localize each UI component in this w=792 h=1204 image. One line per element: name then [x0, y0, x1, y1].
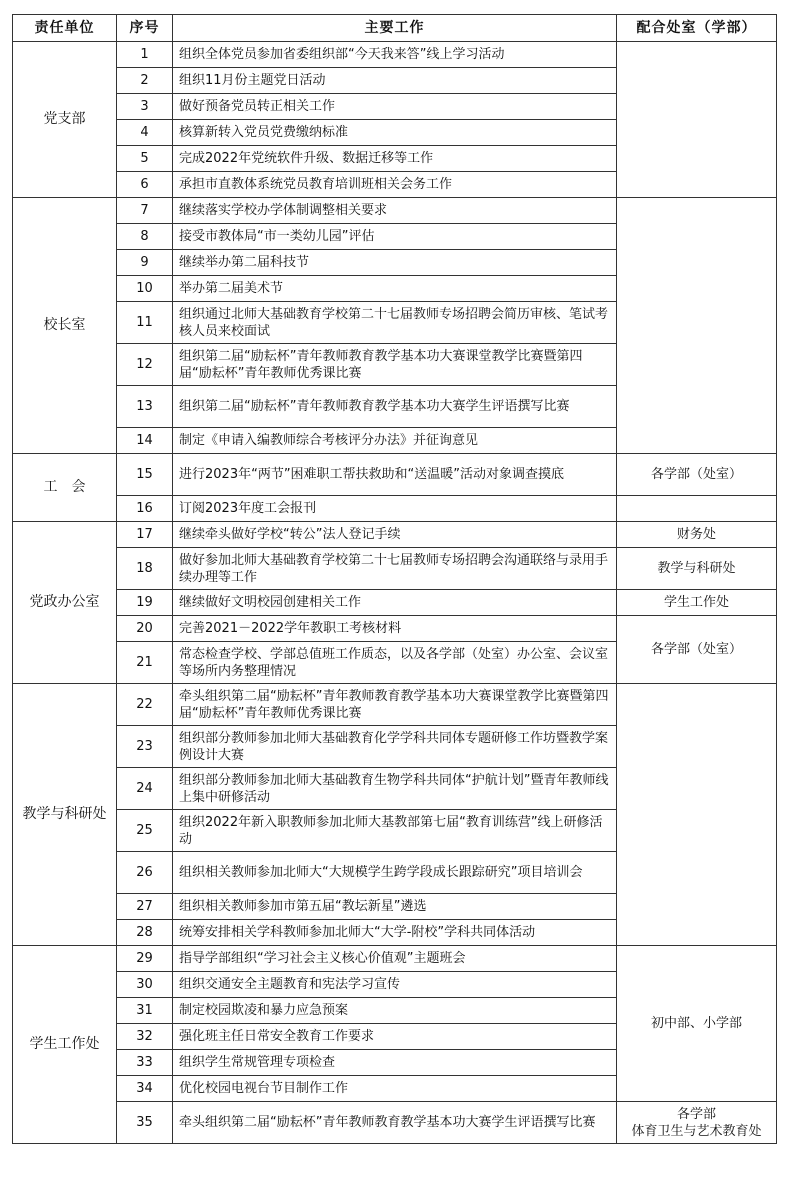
main-work-cell: 制定《申请入编教师综合考核评分办法》并征询意见: [173, 428, 617, 454]
main-work-cell: 组织第二届“励耘杯”青年教师教育教学基本功大赛学生评语撰写比赛: [173, 386, 617, 428]
row-number-cell: 3: [117, 94, 173, 120]
work-plan-table: [12, 14, 777, 1144]
main-work-cell: 组织交通安全主题教育和宪法学习宣传: [173, 972, 617, 998]
main-work-cell: 做好预备党员转正相关工作: [173, 94, 617, 120]
main-work-cell: 组织相关教师参加市第五届“教坛新星”遴选: [173, 894, 617, 920]
row-number-cell: 16: [117, 496, 173, 522]
row-number-cell: 12: [117, 344, 173, 386]
coop-department-line: 各学部: [676, 1106, 716, 1122]
row-number-cell: 9: [117, 250, 173, 276]
responsible-unit-cell: 教学与科研处: [13, 684, 117, 946]
coop-department-cell: [617, 684, 777, 946]
main-work-cell: 继续做好文明校园创建相关工作: [173, 590, 617, 616]
row-number-cell: 14: [117, 428, 173, 454]
coop-department-line: 学生工作处: [663, 595, 729, 610]
table-row: [13, 496, 777, 522]
header-no: 序号: [117, 15, 173, 42]
responsible-unit-cell: 党政办公室: [13, 522, 117, 684]
row-number-cell: 27: [117, 894, 173, 920]
main-work-cell: 组织学生常规管理专项检查: [173, 1050, 617, 1076]
row-number-cell: 5: [117, 146, 173, 172]
main-work-cell: 做好参加北师大基础教育学校第二十七届教师专场招聘会沟通联络与录用手续办理等工作: [173, 548, 617, 590]
table-row: [13, 616, 777, 642]
table-row: [13, 590, 777, 616]
row-number-cell: 19: [117, 590, 173, 616]
table-row: [13, 454, 777, 496]
row-number-cell: 18: [117, 548, 173, 590]
coop-department-cell: [617, 454, 777, 496]
main-work-cell: 完善2021－2022学年教职工考核材料: [173, 616, 617, 642]
coop-department-line: 教学与科研处: [657, 561, 736, 576]
coop-department-line: 初中部、小学部: [650, 1016, 742, 1031]
row-number-cell: 11: [117, 302, 173, 344]
coop-department-cell: [617, 496, 777, 522]
coop-department-line: 体育卫生与艺术教育处: [631, 1123, 762, 1139]
main-work-cell: 继续牵头做好学校“转公”法人登记手续: [173, 522, 617, 548]
main-work-cell: 组织2022年新入职教师参加北师大基教部第七届“教育训练营”线上研修活动: [173, 810, 617, 852]
main-work-cell: 优化校园电视台节目制作工作: [173, 1076, 617, 1102]
row-number-cell: 10: [117, 276, 173, 302]
main-work-cell: 制定校园欺凌和暴力应急预案: [173, 998, 617, 1024]
row-number-cell: 25: [117, 810, 173, 852]
table-row: [13, 548, 777, 590]
main-work-cell: 常态检查学校、学部总值班工作质态，以及各学部（处室）办公室、会议室等场所内务整理情况: [173, 642, 617, 684]
table-row: [13, 1102, 777, 1144]
main-work-cell: 承担市直教体系统党员教育培训班相关会务工作: [173, 172, 617, 198]
main-work-cell: 继续落实学校办学体制调整相关要求: [173, 198, 617, 224]
coop-department-cell: [617, 198, 777, 454]
table-row: [13, 42, 777, 68]
main-work-cell: 组织第二届“励耘杯”青年教师教育教学基本功大赛课堂教学比赛暨第四届“励耘杯”青年教师优秀课比赛: [173, 344, 617, 386]
row-number-cell: 24: [117, 768, 173, 810]
coop-department-line: 各学部（处室）: [650, 642, 742, 657]
table-header: [13, 15, 777, 42]
main-work-cell: 组织部分教师参加北师大基础教育化学学科共同体专题研修工作坊暨教学案例设计大赛: [173, 726, 617, 768]
row-number-cell: 15: [117, 454, 173, 496]
table-row: [13, 946, 777, 972]
main-work-cell: 组织通过北师大基础教育学校第二十七届教师专场招聘会简历审核、笔试考核人员来校面试: [173, 302, 617, 344]
main-work-cell: 牵头组织第二届“励耘杯”青年教师教育教学基本功大赛学生评语撰写比赛: [173, 1102, 617, 1144]
header-unit: 责任单位: [13, 15, 117, 42]
main-work-cell: 组织11月份主题党日活动: [173, 68, 617, 94]
main-work-cell: 继续举办第二届科技节: [173, 250, 617, 276]
coop-department-line: 财务处: [676, 527, 716, 542]
responsible-unit-cell: 学生工作处: [13, 946, 117, 1144]
main-work-cell: 组织全体党员参加省委组织部“今天我来答”线上学习活动: [173, 42, 617, 68]
main-work-cell: 核算新转入党员党费缴纳标准: [173, 120, 617, 146]
row-number-cell: 21: [117, 642, 173, 684]
main-work-cell: 指导学部组织“学习社会主义核心价值观”主题班会: [173, 946, 617, 972]
coop-department-cell: [617, 616, 777, 684]
row-number-cell: 31: [117, 998, 173, 1024]
main-work-cell: 完成2022年党统软件升级、数据迁移等工作: [173, 146, 617, 172]
row-number-cell: 2: [117, 68, 173, 94]
row-number-cell: 13: [117, 386, 173, 428]
table-row: [13, 684, 777, 726]
main-work-cell: 接受市教体局“市一类幼儿园”评估: [173, 224, 617, 250]
coop-department-cell: [617, 590, 777, 616]
responsible-unit-cell: 党支部: [13, 42, 117, 198]
coop-department-cell: [617, 1102, 777, 1144]
row-number-cell: 17: [117, 522, 173, 548]
main-work-cell: 统筹安排相关学科教师参加北师大“大学-附校”学科共同体活动: [173, 920, 617, 946]
responsible-unit-cell: 校长室: [13, 198, 117, 454]
main-work-cell: 订阅2023年度工会报刊: [173, 496, 617, 522]
main-work-cell: 组织相关教师参加北师大“大规模学生跨学段成长跟踪研究”项目培训会: [173, 852, 617, 894]
table-row: [13, 522, 777, 548]
main-work-cell: 进行2023年“两节”困难职工帮扶救助和“送温暖”活动对象调查摸底: [173, 454, 617, 496]
main-work-cell: 牵头组织第二届“励耘杯”青年教师教育教学基本功大赛课堂教学比赛暨第四届“励耘杯”青年教师优秀课比赛: [173, 684, 617, 726]
coop-department-line: 各学部（处室）: [650, 467, 742, 482]
row-number-cell: 35: [117, 1102, 173, 1144]
row-number-cell: 8: [117, 224, 173, 250]
main-work-cell: 举办第二届美术节: [173, 276, 617, 302]
row-number-cell: 1: [117, 42, 173, 68]
table-body: [13, 42, 777, 1144]
row-number-cell: 22: [117, 684, 173, 726]
row-number-cell: 23: [117, 726, 173, 768]
row-number-cell: 33: [117, 1050, 173, 1076]
responsible-unit-cell: 工 会: [13, 454, 117, 522]
coop-department-cell: [617, 946, 777, 1102]
row-number-cell: 28: [117, 920, 173, 946]
row-number-cell: 32: [117, 1024, 173, 1050]
row-number-cell: 34: [117, 1076, 173, 1102]
row-number-cell: 7: [117, 198, 173, 224]
header-work: 主要工作: [173, 15, 617, 42]
main-work-cell: 强化班主任日常安全教育工作要求: [173, 1024, 617, 1050]
row-number-cell: 26: [117, 852, 173, 894]
header-coop: 配合处室（学部）: [617, 15, 777, 42]
row-number-cell: 4: [117, 120, 173, 146]
table-row: [13, 198, 777, 224]
coop-department-cell: [617, 42, 777, 198]
coop-department-cell: [617, 548, 777, 590]
row-number-cell: 20: [117, 616, 173, 642]
row-number-cell: 30: [117, 972, 173, 998]
row-number-cell: 29: [117, 946, 173, 972]
main-work-cell: 组织部分教师参加北师大基础教育生物学科共同体“护航计划”暨青年教师线上集中研修活动: [173, 768, 617, 810]
row-number-cell: 6: [117, 172, 173, 198]
coop-department-cell: [617, 522, 777, 548]
